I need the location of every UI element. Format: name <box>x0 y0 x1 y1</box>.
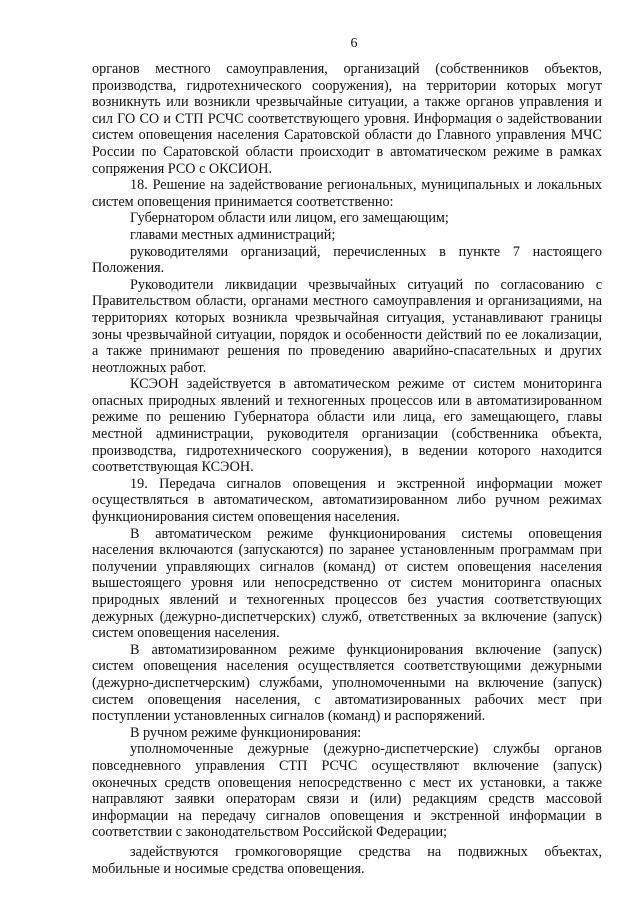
list-item-governor: Губернатором области или лицом, его замещающим; <box>130 210 449 227</box>
paragraph-emergency-heads: Руководители ликвидации чрезвычайных ситуаций по согласованию с Правительством области, органами местного самоуправления и организациями, на территориях которых возникла чрезвычайная ситуация, устанавливают границы зоны чрезвычайной ситуации, порядок и особенности действий по ее локализации, а также принимают решения по проведению аварийно-спасательных и других неотложных работ. <box>92 276 602 376</box>
list-item-organization-heads: руководителями организаций, перечисленных в пункте 7 настоящего Положения. <box>92 243 602 277</box>
list-item-local-administrations: главами местных администраций; <box>130 226 336 243</box>
paragraph-item-19: 19. Передача сигналов оповещения и экстренной информации может осуществляться в автоматическом, автоматизированном либо ручном режимах функционирования систем оповещения населения. <box>92 475 602 526</box>
paragraph-item-18: 18. Решение на задействование региональных, муниципальных и локальных систем оповещения принимается соответственно: <box>92 177 602 210</box>
page-number: 6 <box>350 36 358 51</box>
paragraph-manual-mode-loudspeakers: задействуются громкоговорящие средства на подвижных объектах, мобильные и носимые средства оповещения. <box>92 843 602 877</box>
paragraph-manual-mode-services: уполномоченные дежурные (дежурно-диспетчерские) службы органов повседневного управления СТП РСЧС осуществляют включение (запуск) оконечных средств оповещения непосредственно с мест их установки, а также направляют заявки операторам связи и (или) редакциям средств массовой информации на передачу сигналов оповещения и экстренной информации в соответствии с законодательством Российской Федерации; <box>92 741 602 841</box>
paragraph-automated-mode: В автоматизированном режиме функционирования включение (запуск) систем оповещения населения осуществляется соответствующими дежурными (дежурно-диспетчерским) службами, уполномоченными на включение (запуск) систем оповещения населения, с автоматизированных рабочих мест при поступлении установленных сигналов (команд) и распоряжений. <box>92 641 602 725</box>
paragraph-notification-continuation: органов местного самоуправления, организаций (собственников объектов, производства, гидротехнического сооружения), на территории которых могут возникнуть или возникли чрезвычайные ситуации, а также органов управления и сил ГО СО и СТП РСЧС соответствующего уровня. Информация о задействовании систем оповещения населения Саратовской области до Главного управления МЧС России по Саратовской области происходит в автоматическом режиме в рамках сопряжения РСО с ОКСИОН. <box>92 61 602 177</box>
paragraph-automatic-mode: В автоматическом режиме функционирования системы оповещения населения включаются (запускаются) по заранее установленным программам при получении управляющих сигналов (команд) от систем оповещения населения вышестоящего уровня или непосредственно от систем мониторинга опасных природных явлений и техногенных процессов без участия соответствующих дежурных (дежурно-диспетчерских) служб, ответственных за включение (запуск) систем оповещения населения. <box>92 525 602 642</box>
paragraph-kseon: КСЭОН задействуется в автоматическом режиме от систем мониторинга опасных природных явлений и техногенных процессов или в автоматизированном режиме по решению Губернатора области или лица, его замещающего, главы местной администрации, руководителя организации (собственника объекта, производства, гидротехнического сооружения), в ведении которого находится соответствующая КСЭОН. <box>92 376 602 476</box>
paragraph-manual-mode-heading: В ручном режиме функционирования: <box>130 724 362 741</box>
